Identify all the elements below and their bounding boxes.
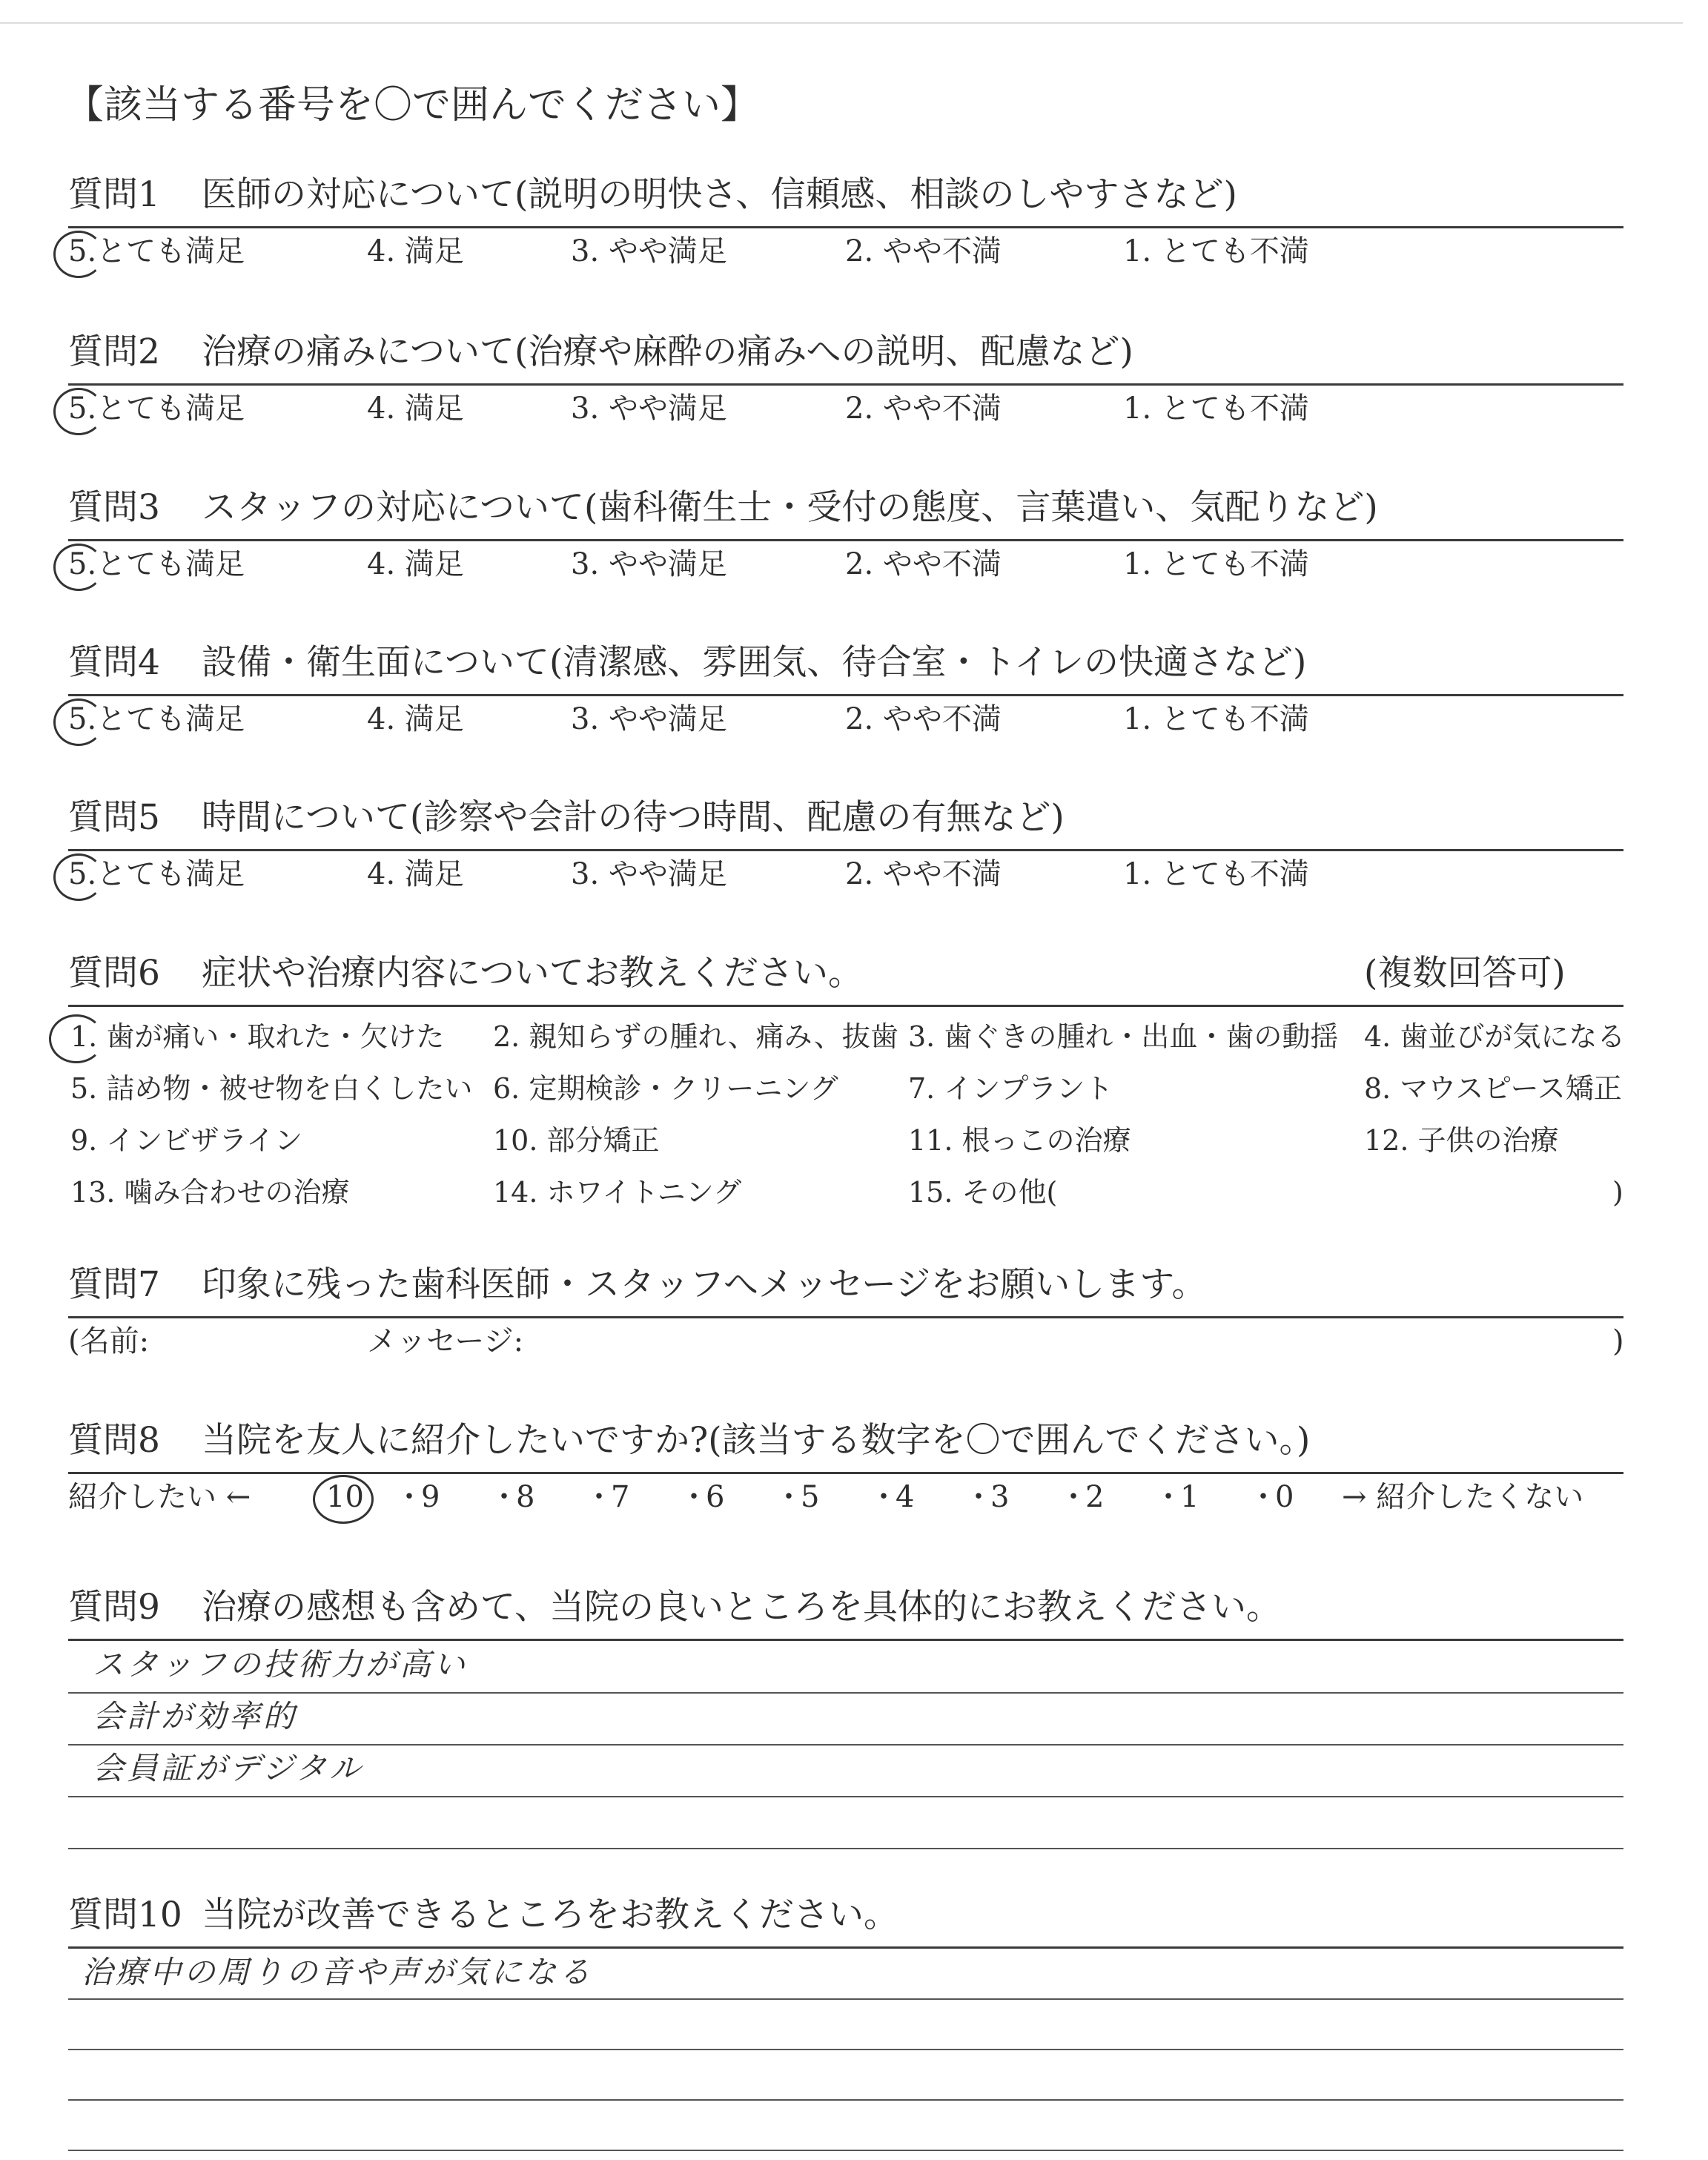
symptom-option[interactable]: 14. ホワイトニング — [493, 1176, 742, 1209]
scan-top-edge — [0, 22, 1683, 24]
question-rule — [68, 849, 1623, 851]
scale-dot: ・ — [394, 1480, 424, 1514]
question-rule — [68, 694, 1623, 696]
symptom-option[interactable]: 3. 歯ぐきの腫れ・出血・歯の動揺 — [908, 1020, 1339, 1053]
scale-number[interactable]: 7 — [611, 1480, 630, 1514]
question-text: 治療の痛みについて(治療や麻酔の痛みへの説明、配慮など) — [202, 331, 1133, 372]
scale-number[interactable]: 0 — [1275, 1480, 1294, 1514]
rating-option[interactable]: 5.とても満足 — [68, 702, 245, 736]
symptom-option[interactable]: 2. 親知らずの腫れ、痛み、抜歯 — [493, 1020, 898, 1053]
question-text: スタッフの対応について(歯科衛生士・受付の態度、言葉遣い、気配りなど) — [202, 487, 1378, 528]
rating-option[interactable]: 2. やや不満 — [845, 392, 1002, 426]
symptom-option[interactable]: 12. 子供の治療 — [1364, 1124, 1559, 1157]
scale-dot: ・ — [1153, 1480, 1183, 1514]
symptom-option[interactable]: 13. 噛み合わせの治療 — [70, 1176, 350, 1209]
scale-dot: ・ — [869, 1480, 898, 1514]
question-label: 質問2 — [68, 331, 160, 372]
question-text: 治療の感想も含めて、当院の良いところを具体的にお教えください。 — [202, 1587, 1282, 1628]
question-label: 質問5 — [68, 797, 160, 838]
close-paren: ) — [1612, 1324, 1624, 1358]
symptom-option[interactable]: 9. インビザライン — [70, 1124, 303, 1157]
handwritten-answer[interactable]: 会計が効率的 — [93, 1698, 298, 1734]
symptom-option[interactable]: 1. 歯が痛い・取れた・欠けた — [70, 1020, 445, 1053]
rating-option[interactable]: 3. やや満足 — [571, 547, 727, 581]
question-rule — [68, 539, 1623, 541]
symptom-option[interactable]: 11. 根っこの治療 — [908, 1124, 1131, 1157]
question-rule — [68, 226, 1623, 228]
rating-option[interactable]: 1. とても不満 — [1123, 702, 1309, 736]
scale-dot: ・ — [1059, 1480, 1088, 1514]
question-label: 質問1 — [68, 174, 160, 215]
answer-line — [68, 2150, 1623, 2151]
handwritten-answer[interactable]: 治療中の周りの音や声が気になる — [82, 1954, 594, 1990]
question-text: 医師の対応について(説明の明快さ、信頼感、相談のしやすさなど) — [202, 174, 1237, 215]
instruction-heading: 【該当する番号を〇で囲んでください】 — [65, 83, 760, 128]
question-text: 印象に残った歯科医師・スタッフへメッセージをお願いします。 — [202, 1264, 1207, 1305]
rating-option[interactable]: 5.とても満足 — [68, 547, 245, 581]
rating-option[interactable]: 4. 満足 — [367, 857, 464, 891]
rating-option[interactable]: 4. 満足 — [367, 702, 464, 736]
scale-number[interactable]: 10 — [326, 1480, 364, 1514]
answer-line — [68, 1998, 1623, 2000]
rating-option[interactable]: 1. とても不満 — [1123, 547, 1309, 581]
name-label: (名前: — [68, 1324, 150, 1358]
message-label: メッセージ: — [367, 1324, 524, 1358]
selection-circle — [53, 853, 104, 901]
rating-option[interactable]: 1. とても不満 — [1123, 234, 1309, 268]
recommend-right-label: → 紹介したくない — [1342, 1480, 1584, 1514]
answer-line — [68, 1692, 1623, 1694]
rating-option[interactable]: 3. やや満足 — [571, 392, 727, 426]
symptom-option[interactable]: 15. その他( — [908, 1176, 1058, 1209]
question-rule — [68, 1472, 1623, 1474]
selection-circle — [49, 1014, 104, 1063]
scale-dot: ・ — [964, 1480, 993, 1514]
scale-dot: ・ — [584, 1480, 614, 1514]
scale-number[interactable]: 9 — [421, 1480, 440, 1514]
rating-option[interactable]: 2. やや不満 — [845, 857, 1002, 891]
scale-dot: ・ — [489, 1480, 519, 1514]
question-label: 質問10 — [68, 1895, 182, 1935]
scale-number[interactable]: 2 — [1085, 1480, 1105, 1514]
scale-dot: ・ — [1248, 1480, 1278, 1514]
rating-option[interactable]: 1. とても不満 — [1123, 392, 1309, 426]
recommend-left-label: 紹介したい ← — [68, 1480, 251, 1514]
rating-option[interactable]: 5.とても満足 — [68, 392, 245, 426]
scale-number[interactable]: 6 — [706, 1480, 725, 1514]
question-label: 質問3 — [68, 487, 160, 528]
selection-circle — [53, 698, 104, 746]
rating-option[interactable]: 3. やや満足 — [571, 857, 727, 891]
selection-circle — [53, 231, 104, 278]
symptom-option[interactable]: 8. マウスピース矯正 — [1364, 1072, 1622, 1105]
selection-circle — [313, 1475, 374, 1524]
rating-option[interactable]: 3. やや満足 — [571, 702, 727, 736]
rating-option[interactable]: 4. 満足 — [367, 392, 464, 426]
symptom-option[interactable]: 4. 歯並びが気になる — [1364, 1020, 1626, 1053]
rating-option[interactable]: 1. とても不満 — [1123, 857, 1309, 891]
question-rule — [68, 1005, 1623, 1007]
answer-line — [68, 1744, 1623, 1745]
rating-option[interactable]: 5.とても満足 — [68, 857, 245, 891]
selection-circle — [53, 544, 104, 591]
question-rule — [68, 1946, 1623, 1949]
question-text: 時間について(診察や会計の待つ時間、配慮の有無など) — [202, 797, 1065, 838]
question-label: 質問4 — [68, 642, 160, 683]
rating-option[interactable]: 2. やや不満 — [845, 547, 1002, 581]
handwritten-answer[interactable]: 会員証がデジタル — [93, 1750, 364, 1786]
symptom-option[interactable]: 10. 部分矯正 — [493, 1124, 660, 1157]
scale-number[interactable]: 4 — [896, 1480, 915, 1514]
selection-circle — [53, 388, 104, 435]
question-rule — [68, 1639, 1623, 1641]
symptom-option[interactable]: 6. 定期検診・クリーニング — [493, 1072, 838, 1105]
scale-number[interactable]: 3 — [990, 1480, 1010, 1514]
question-text: 当院を友人に紹介したいですか?(該当する数字を〇で囲んでください。) — [202, 1420, 1311, 1461]
scale-dot: ・ — [774, 1480, 804, 1514]
other-close-paren: ) — [1612, 1176, 1623, 1209]
question-text: 症状や治療内容についてお教えください。 — [202, 953, 864, 994]
scale-number[interactable]: 8 — [516, 1480, 535, 1514]
answer-line — [68, 2099, 1623, 2101]
scale-dot: ・ — [679, 1480, 709, 1514]
handwritten-answer[interactable]: スタッフの技術力が高い — [93, 1646, 469, 1682]
rating-option[interactable]: 3. やや満足 — [571, 234, 727, 268]
multiple-answer-note: (複数回答可) — [1364, 953, 1566, 994]
scale-number[interactable]: 1 — [1180, 1480, 1199, 1514]
question-label: 質問9 — [68, 1587, 160, 1628]
question-label: 質問6 — [68, 953, 160, 994]
question-text: 設備・衛生面について(清潔感、雰囲気、待合室・トイレの快適さなど) — [202, 642, 1307, 683]
question-label: 質問8 — [68, 1420, 160, 1461]
question-rule — [68, 1316, 1623, 1318]
question-rule — [68, 383, 1623, 386]
rating-option[interactable]: 2. やや不満 — [845, 702, 1002, 736]
rating-option[interactable]: 4. 満足 — [367, 234, 464, 268]
symptom-option[interactable]: 7. インプラント — [908, 1072, 1113, 1105]
answer-line — [68, 1796, 1623, 1797]
answer-line — [68, 2049, 1623, 2050]
symptom-option[interactable]: 5. 詰め物・被せ物を白くしたい — [70, 1072, 473, 1105]
rating-option[interactable]: 5.とても満足 — [68, 234, 245, 268]
answer-line — [68, 1848, 1623, 1849]
rating-option[interactable]: 4. 満足 — [367, 547, 464, 581]
rating-option[interactable]: 2. やや不満 — [845, 234, 1002, 268]
question-text: 当院が改善できるところをお教えください。 — [202, 1895, 898, 1935]
scale-number[interactable]: 5 — [801, 1480, 820, 1514]
question-label: 質問7 — [68, 1264, 160, 1305]
